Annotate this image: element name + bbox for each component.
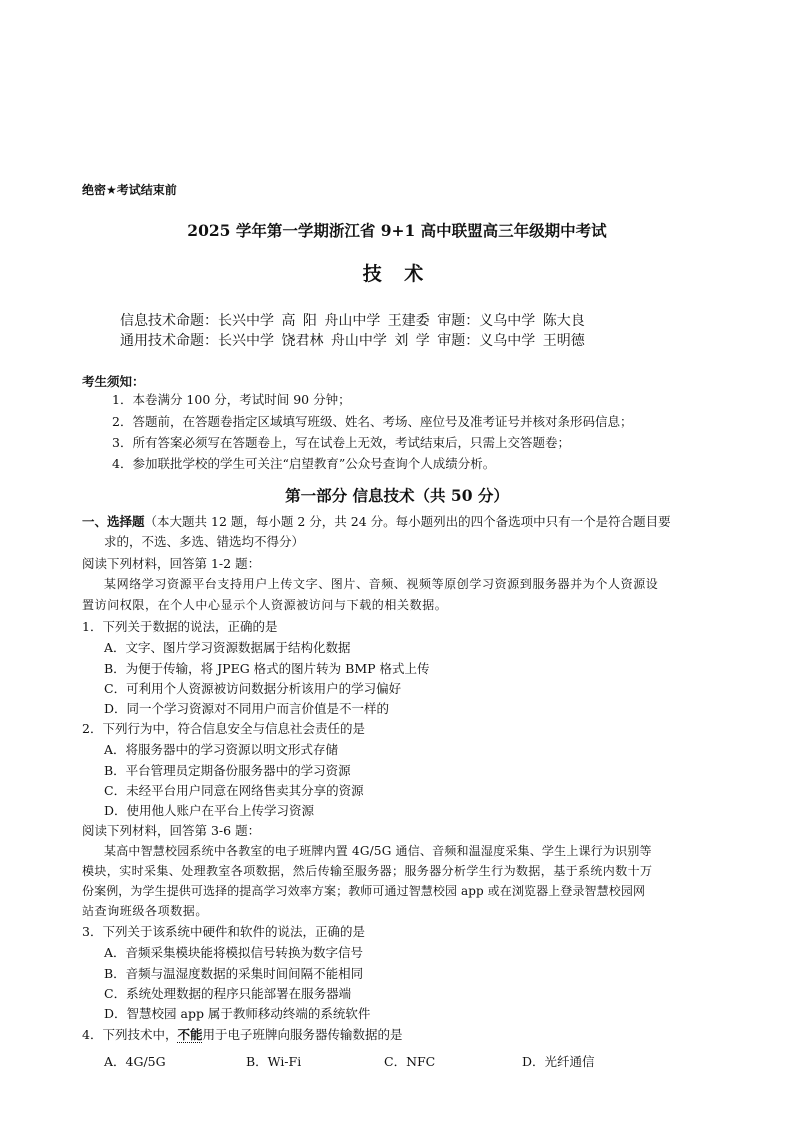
notice-item: 1．本卷满分 100 分，考试时间 90 分钟；: [112, 392, 351, 407]
question-4-option-d: D．光纤通信: [522, 1054, 595, 1069]
question-3-option-d: D．智慧校园 app 属于教师移动终端的系统软件: [104, 1006, 371, 1021]
notice-title: 考生须知：: [82, 374, 145, 389]
notice-item: 4．参加联批学校的学生可关注“启望教育”公众号查询个人成绩分析。: [112, 456, 496, 471]
question-2-option-a: A．将服务器中的学习资源以明文形式存储: [104, 742, 339, 757]
question-4-option-c: C．NFC: [384, 1054, 436, 1069]
question-1-stem: 1．下列关于数据的说法，正确的是: [82, 619, 278, 634]
question-4-stem: [82, 1025, 403, 1043]
question-1-option-c: C．可利用个人资源被访问数据分析该用户的学习偏好: [104, 681, 402, 696]
reading-instruction: 阅读下列材料，回答第 1-2 题：: [82, 556, 261, 571]
question-2-option-b: B．平台管理员定期备份服务器中的学习资源: [104, 763, 351, 778]
question-2-stem: 2．下列行为中，符合信息安全与信息社会责任的是: [82, 721, 365, 736]
question-3-option-c: C．系统处理数据的程序只能部署在服务器端: [104, 986, 352, 1001]
question-1-option-a: A．文字、图片学习资源数据属于结构化数据: [104, 640, 351, 655]
section-desc: （本大题共 12 题，每小题 2 分，共 24 分。每小题列出的四个备选项中只有一个是符合题目要: [144, 514, 671, 529]
material-1-line: 置访问权限，在个人中心显示个人资源被访问与下载的相关数据。: [82, 598, 448, 612]
section-desc-cont: 求的，不选、多选、错选均不得分）: [104, 534, 305, 549]
question-2-option-c: C．未经平台用户同意在网络售卖其分享的资源: [104, 783, 364, 798]
confidential-label: 绝密★考试结束前: [82, 183, 177, 197]
material-2-line: 站查询班级各项数据。: [82, 904, 209, 918]
exam-title: 2025 学年第一学期浙江省 9+1 高中联盟高三年级期中考试: [187, 221, 607, 240]
question-4-stem-b: 用于电子班牌向服务器传输数据的是: [202, 1027, 403, 1042]
question-1-option-d: D．同一个学习资源对不同用户而言价值是不一样的: [104, 701, 390, 716]
material-2-line: 模块，实时采集、处理教室各项数据，然后传输至服务器；服务器分析学生行为数据，基于系统内数十万: [82, 864, 653, 878]
question-2-option-d: D．使用他人账户在平台上传学习资源: [104, 803, 315, 818]
question-4-emphasis: 不能: [177, 1027, 203, 1042]
notice-item: 2．答题前，在答题卷指定区域填写班级、姓名、考场、座位号及准考证号并核对条形码信息；: [112, 414, 633, 429]
section-head: 一、选择题: [82, 514, 145, 529]
material-2-line: 某高中智慧校园系统中各教室的电子班牌内置 4G/5G 通信、音频和温湿度采集、学生上课行为识别等: [104, 844, 652, 858]
material-1-line: 某网络学习资源平台支持用户上传文字、图片、音频、视频等原创学习资源到服务器并为个人资源设: [104, 577, 659, 591]
question-4-stem-a: 4．下列技术中，: [82, 1027, 178, 1042]
material-2-line: 份案例，为学生提供可选择的提高学习效率方案；教师可通过智慧校园 app 或在浏览器上登录智慧校园网: [82, 884, 646, 898]
question-1-option-b: B．为便于传输，将 JPEG 格式的图片转为 BMP 格式上传: [104, 661, 430, 676]
question-3-option-a: A．音频采集模块能将模拟信号转换为数字信号: [104, 945, 364, 960]
reading-instruction: 阅读下列材料，回答第 3-6 题：: [82, 823, 261, 838]
authors-line-2: 通用技术命题：长兴中学 饶君林 舟山中学 刘 学 审题：义乌中学 王明德: [120, 333, 585, 349]
notice-item: 3．所有答案必须写在答题卷上，写在试卷上无效，考试结束后，只需上交答题卷；: [112, 435, 570, 450]
part1-title: 第一部分 信息技术（共 50 分）: [285, 486, 509, 505]
question-4-option-b: B．Wi-Fi: [246, 1054, 302, 1069]
question-3-stem: 3．下列关于该系统中硬件和软件的说法，正确的是: [82, 924, 365, 939]
question-3-option-b: B．音频与温湿度数据的采集时间间隔不能相同: [104, 966, 364, 981]
question-4-option-a: A．4G/5G: [104, 1054, 166, 1069]
subject-title: 技 术: [362, 263, 432, 285]
authors-line-1: 信息技术命题：长兴中学 高 阳 舟山中学 王建委 审题：义乌中学 陈大良: [120, 313, 585, 329]
